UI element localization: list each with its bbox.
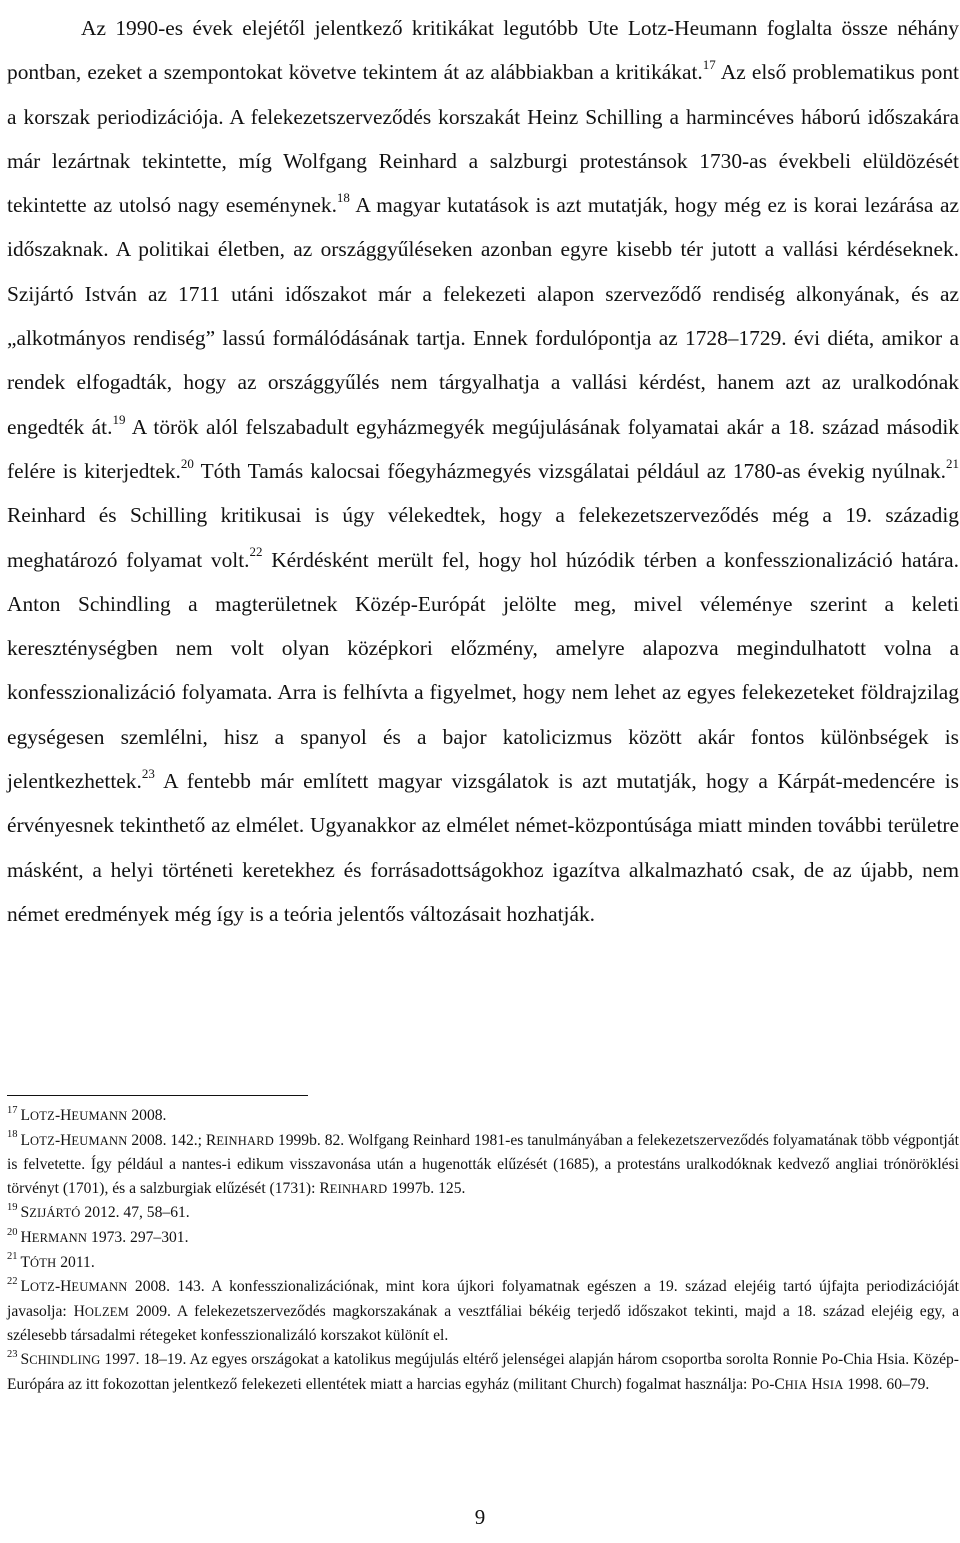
footnote-separator <box>7 1095 308 1096</box>
text-run: A török alól felszabadult egyházmegyék megújulásának folyamatai akár a 18. század második felére is kiterjedtek. <box>7 414 959 483</box>
text-run: Kérdésként merült fel, hogy hol húzódik térben a konfesszionalizáció határa. Anton Schindling a magterületnek Közép-Európát jelölte meg, mivel véleménye szerint a keleti kereszténységben nem volt olyan középkori előzmény, amelyre alapozva megindulhatott volna a konfesszionalizáció folyamata. Arra is felhívta a figyelmet, hogy nem lehet az egyes felekezeteket földrajzilag egységesen szemlélni, hisz a spanyol és a bajor katolicizmus között akár fontos különbségek is jelentkezhettek. <box>7 547 959 794</box>
footnote-ref-22[interactable]: 22 <box>249 544 263 560</box>
footnote-ref-20[interactable]: 20 <box>180 455 194 471</box>
footnotes <box>7 1104 959 1397</box>
footnote-number: 23 <box>7 1348 18 1360</box>
footnote-number: 18 <box>7 1129 18 1141</box>
footnote-number: 19 <box>7 1202 18 1214</box>
body-paragraph <box>7 6 959 936</box>
footnote-number: 22 <box>7 1275 18 1287</box>
text-run: Az első problematikus pont a korszak periodizációja. A felekezetszerveződés korszakát Heinz Schilling a harmincéves háború időszakára már lezártnak tekintette, míg Wolfgang Reinhard a salzburgi protestánsok 1730-as évekbeli elüldözését tekintette az utolsó nagy eseménynek. <box>7 60 959 218</box>
footnote-21: $^{21}$ TÓTH 2011. <box>7 1251 95 1271</box>
footnote-20: $^{20}$ HERMANN 1973. 297–301. <box>7 1226 189 1246</box>
footnote-number: 20 <box>7 1226 18 1238</box>
text-run: A fentebb már említett magyar vizsgálatok is azt mutatják, hogy a Kárpát-medencére is érvényesnek tekinthető az elmélet. Ugyanakkor az elmélet német-központúsága miatt minden további területre másként, a helyi történeti keretekhez és forrásadottságokhoz igazítva alkalmazható csak, de az újabb, nem német eredmények még így is a teória jelentős változásait hozhatják. <box>7 769 959 926</box>
text-run: Az 1990-es évek elejétől jelentkező kritikákat legutóbb Ute Lotz-Heumann foglalta össze néhány pontban, ezeket a szempontokat követve tekintem át az alábbiakban a kritikákat. <box>7 16 959 85</box>
footnote-17: $^{17}$ LOTZ-HEUMANN 2008. <box>7 1104 167 1124</box>
footnote-number: 21 <box>7 1251 18 1263</box>
footnote-22: $^{22}$ LOTZ-HEUMANN 2008. 143. A konfesszionalizációnak, mint kora újkori folyamatnak egészen a 19. század elejéig tartó újfajta periodizációját javasolja: HOLZEM 2009. A felekezetszerveződés magkorszakának a vesztfáliai békéig terjedő időszakot tekinti, majd a 18. század elejéig egy, a szélesebb társadalmi rétegeket konfesszionalizáló korszakot különít el. <box>7 1275 959 1345</box>
footnote-ref-19[interactable]: 19 <box>112 411 126 427</box>
footnote-ref-21[interactable]: 21 <box>946 455 959 471</box>
footnote-19: $^{19}$ SZIJÁRTÓ 2012. 47, 58–61. <box>7 1202 190 1222</box>
footnote-18: $^{18}$ LOTZ-HEUMANN 2008. 142.; REINHARD 1999b. 82. Wolfgang Reinhard 1981-es tanulmányában a felekezetszerveződés folyamatának több végpontját is felvetette. Így például a nantes-i edikum visszavonása után a hugenották elűzését (1685), a protestáns uralkodóknak kedvező angliai trónöröklési törvényt (1701), és a salzburgiak elűzését (1731): REINHARD 1997b. 125. <box>7 1129 959 1197</box>
footnote-23: $^{23}$ SCHINDLING 1997. 18–19. Az egyes országokat a katolikus megújulás eltérő jelenségei alapján három csoportba sorolta Ronnie Po-Chia Hsia. Közép-Európára az itt fokozottan jelentkező felekezeti ellentétek miatt a harcias egyház (militant Church) fogalmat használja: PO-CHIA HSIA 1998. 60–79. <box>7 1348 959 1393</box>
text-run: Tóth Tamás kalocsai főegyházmegyés vizsgálatai például az 1780-as évekig nyúlnak. <box>193 458 946 483</box>
text-run: Reinhard és Schilling kritikusai is úgy vélekedtek, hogy a felekezetszerveződés még a 19. századig meghatározó folyamat volt. <box>7 503 959 572</box>
page-number: 9 <box>474 1505 486 1529</box>
footnote-ref-23[interactable]: 23 <box>141 765 155 781</box>
footnote-ref-17[interactable]: 17 <box>702 57 716 73</box>
footnote-ref-18[interactable]: 18 <box>336 190 350 206</box>
text-run: A magyar kutatások is azt mutatják, hogy még ez is korai lezárása az időszaknak. A politikai életben, az országgyűléseken azonban egyre kisebb tér jutott a vallási kérdéseknek. Szijártó István az 1711 utáni időszakot már a felekezeti alapon szerveződő rendiség alkonyának, és az „alkotmányos rendiség” lassú formálódásának tartja. Ennek fordulópontja az 1728–1729. évi diéta, amikor a rendek elfogadták, hogy az országgyűlés nem tárgyalhatja a vallási kérdést, hanem azt az uralkodónak engedték át. <box>7 193 959 439</box>
footnote-number: 17 <box>7 1104 18 1116</box>
